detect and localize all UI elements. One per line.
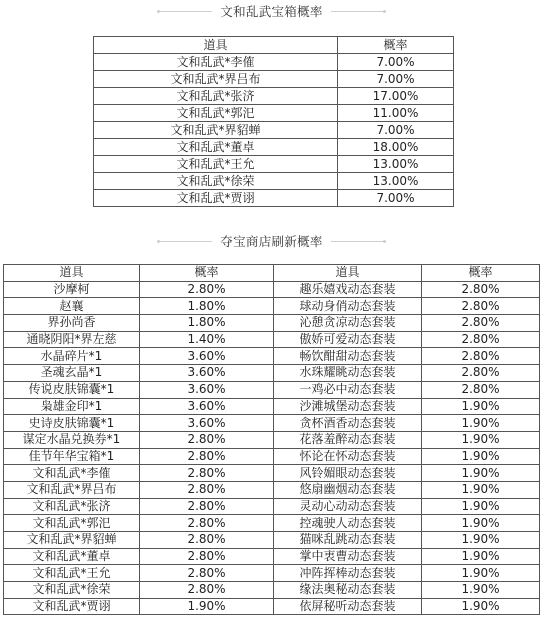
item-right-cell: 傲娇可爱动态套装	[274, 331, 422, 348]
probability-right-cell: 2.80%	[422, 348, 540, 365]
probability-cell: 2.80%	[140, 448, 274, 465]
table-row	[94, 105, 454, 122]
item-right-cell: 球动身俏动态套装	[274, 298, 422, 315]
table-row	[4, 582, 540, 599]
table-row	[4, 415, 540, 432]
probability-right-cell: 1.90%	[422, 582, 540, 599]
item-cell: 枭雄金印*1	[4, 398, 140, 415]
table-row	[94, 139, 454, 156]
probability-cell: 1.80%	[140, 315, 274, 332]
item-right-cell: 贪杯酒香动态套装	[274, 415, 422, 432]
probability-cell: 3.60%	[140, 381, 274, 398]
divider-dot	[383, 240, 386, 243]
divider-line	[160, 241, 212, 242]
probability-right-cell: 1.90%	[422, 515, 540, 532]
table-row	[94, 156, 454, 173]
probability-cell: 2.80%	[140, 281, 274, 298]
item-right-cell: 水珠耀眺动态套装	[274, 365, 422, 382]
item-cell: 传说皮肤锦囊*1	[4, 381, 140, 398]
item-cell: 文和乱武*李傕	[4, 465, 140, 482]
table-row	[4, 548, 540, 565]
probability-right-cell: 1.90%	[422, 431, 540, 448]
probability-cell: 2.80%	[140, 431, 274, 448]
table-row	[94, 190, 454, 207]
probability-right-cell: 1.90%	[422, 565, 540, 582]
probability-right-cell: 1.90%	[422, 465, 540, 482]
table-row	[94, 54, 454, 71]
table-header-row	[4, 265, 540, 282]
probability-right-cell: 2.80%	[422, 331, 540, 348]
item-right-cell: 掌中衷曹动态套装	[274, 548, 422, 565]
item-right-cell: 沁憩贪凉动态套装	[274, 315, 422, 332]
probability-cell: 2.80%	[140, 582, 274, 599]
probability-right-cell: 1.90%	[422, 448, 540, 465]
table-row	[4, 381, 540, 398]
item-cell: 赵襄	[4, 298, 140, 315]
table-row	[4, 298, 540, 315]
probability-cell: 3.60%	[140, 348, 274, 365]
probability-right-cell: 1.90%	[422, 481, 540, 498]
item-right-cell: 一鸡必中动态套装	[274, 381, 422, 398]
column-header-item-right: 道具	[274, 265, 422, 282]
item-right-cell: 悠扇幽烟动态套装	[274, 481, 422, 498]
divider-line	[160, 11, 212, 12]
section1-title: 文和乱武宝箱概率	[220, 4, 323, 19]
table-row	[4, 598, 540, 615]
divider-line	[331, 11, 383, 12]
table-row	[4, 431, 540, 448]
item-cell: 文和乱武*郭汜	[94, 105, 338, 122]
item-cell: 史诗皮肤锦囊*1	[4, 415, 140, 432]
divider-line	[331, 241, 383, 242]
table-row	[4, 481, 540, 498]
probability-right-cell: 1.90%	[422, 398, 540, 415]
table-row	[4, 331, 540, 348]
item-cell: 沙摩柯	[4, 281, 140, 298]
probability-cell: 17.00%	[338, 88, 454, 105]
item-cell: 文和乱武*界貂蝉	[94, 122, 338, 139]
probability-right-cell: 2.80%	[422, 315, 540, 332]
probability-right-cell: 1.90%	[422, 415, 540, 432]
item-cell: 通晓阴阳*界左慈	[4, 331, 140, 348]
probability-cell: 2.80%	[140, 532, 274, 549]
item-right-cell: 缘法奥秘动态套装	[274, 582, 422, 599]
probability-cell: 1.80%	[140, 298, 274, 315]
probability-cell: 7.00%	[338, 54, 454, 71]
item-right-cell: 控魂驶人动态套装	[274, 515, 422, 532]
item-right-cell: 怀论在怀动态套装	[274, 448, 422, 465]
probability-cell: 11.00%	[338, 105, 454, 122]
table-row	[94, 122, 454, 139]
divider-dot	[383, 10, 386, 13]
table-row	[4, 448, 540, 465]
item-right-cell: 趣乐嬉戏动态套装	[274, 281, 422, 298]
table-row	[4, 532, 540, 549]
item-right-cell: 冲阵挥棒动态套装	[274, 565, 422, 582]
probability-right-cell: 2.80%	[422, 281, 540, 298]
item-cell: 文和乱武*王允	[4, 565, 140, 582]
probability-cell: 7.00%	[338, 122, 454, 139]
probability-cell: 2.80%	[140, 515, 274, 532]
probability-cell: 7.00%	[338, 71, 454, 88]
item-right-cell: 猫咪乱跳动态套装	[274, 532, 422, 549]
item-cell: 文和乱武*张济	[94, 88, 338, 105]
column-header-probability: 概率	[140, 265, 274, 282]
column-header-probability-right: 概率	[422, 265, 540, 282]
probability-cell: 18.00%	[338, 139, 454, 156]
item-cell: 文和乱武*徐荣	[4, 582, 140, 599]
probability-cell: 2.80%	[140, 565, 274, 582]
probability-cell: 1.40%	[140, 331, 274, 348]
table-row	[4, 348, 540, 365]
table-row	[4, 498, 540, 515]
item-cell: 文和乱武*界吕布	[94, 71, 338, 88]
probability-right-cell: 1.90%	[422, 532, 540, 549]
column-header-item: 道具	[4, 265, 140, 282]
table-row	[4, 365, 540, 382]
item-cell: 文和乱武*王允	[94, 156, 338, 173]
table-row	[94, 88, 454, 105]
item-cell: 文和乱武*郭汜	[4, 515, 140, 532]
probability-cell: 2.80%	[140, 481, 274, 498]
item-right-cell: 沙滩城堡动态套装	[274, 398, 422, 415]
table-row	[94, 71, 454, 88]
column-header-probability: 概率	[338, 37, 454, 54]
item-cell: 佳节年华宝箱*1	[4, 448, 140, 465]
section1-title-bar	[0, 0, 543, 22]
item-cell: 文和乱武*界吕布	[4, 481, 140, 498]
table-row	[4, 465, 540, 482]
column-header-item: 道具	[94, 37, 338, 54]
probability-right-cell: 2.80%	[422, 381, 540, 398]
item-cell: 界孙尚香	[4, 315, 140, 332]
probability-cell: 13.00%	[338, 173, 454, 190]
item-right-cell: 风铃媚眼动态套装	[274, 465, 422, 482]
probability-cell: 3.60%	[140, 365, 274, 382]
probability-cell: 3.60%	[140, 415, 274, 432]
item-cell: 水晶碎片*1	[4, 348, 140, 365]
probability-right-cell: 1.90%	[422, 598, 540, 615]
shop-refresh-probability-table	[3, 264, 540, 615]
item-cell: 文和乱武*李傕	[94, 54, 338, 71]
probability-right-cell: 1.90%	[422, 548, 540, 565]
probability-cell: 7.00%	[338, 190, 454, 207]
item-cell: 圣魂玄晶*1	[4, 365, 140, 382]
probability-cell: 2.80%	[140, 465, 274, 482]
treasure-box-probability-table	[93, 36, 454, 207]
table-row	[94, 173, 454, 190]
probability-right-cell: 2.80%	[422, 298, 540, 315]
item-cell: 文和乱武*界貂蝉	[4, 532, 140, 549]
section2-title-bar	[0, 230, 543, 252]
table-row	[4, 565, 540, 582]
table-row	[4, 315, 540, 332]
item-cell: 文和乱武*徐荣	[94, 173, 338, 190]
probability-cell: 2.80%	[140, 548, 274, 565]
item-cell: 文和乱武*董卓	[4, 548, 140, 565]
item-cell: 文和乱武*张济	[4, 498, 140, 515]
probability-right-cell: 2.80%	[422, 365, 540, 382]
probability-cell: 3.60%	[140, 398, 274, 415]
probability-cell: 2.80%	[140, 498, 274, 515]
probability-cell: 1.90%	[140, 598, 274, 615]
table-row	[4, 515, 540, 532]
table-header-row	[94, 37, 454, 54]
section2-title: 夺宝商店刷新概率	[220, 234, 323, 249]
item-cell: 谋定水晶兑换券*1	[4, 431, 140, 448]
table-row	[4, 398, 540, 415]
table-row	[4, 281, 540, 298]
item-cell: 文和乱武*贾诩	[4, 598, 140, 615]
item-cell: 文和乱武*董卓	[94, 139, 338, 156]
probability-cell: 13.00%	[338, 156, 454, 173]
item-right-cell: 畅饮酣甜动态套装	[274, 348, 422, 365]
item-right-cell: 灵动心动动态套装	[274, 498, 422, 515]
item-right-cell: 花落羞醉动态套装	[274, 431, 422, 448]
probability-right-cell: 1.90%	[422, 498, 540, 515]
item-cell: 文和乱武*贾诩	[94, 190, 338, 207]
item-right-cell: 依屏秘听动态套装	[274, 598, 422, 615]
